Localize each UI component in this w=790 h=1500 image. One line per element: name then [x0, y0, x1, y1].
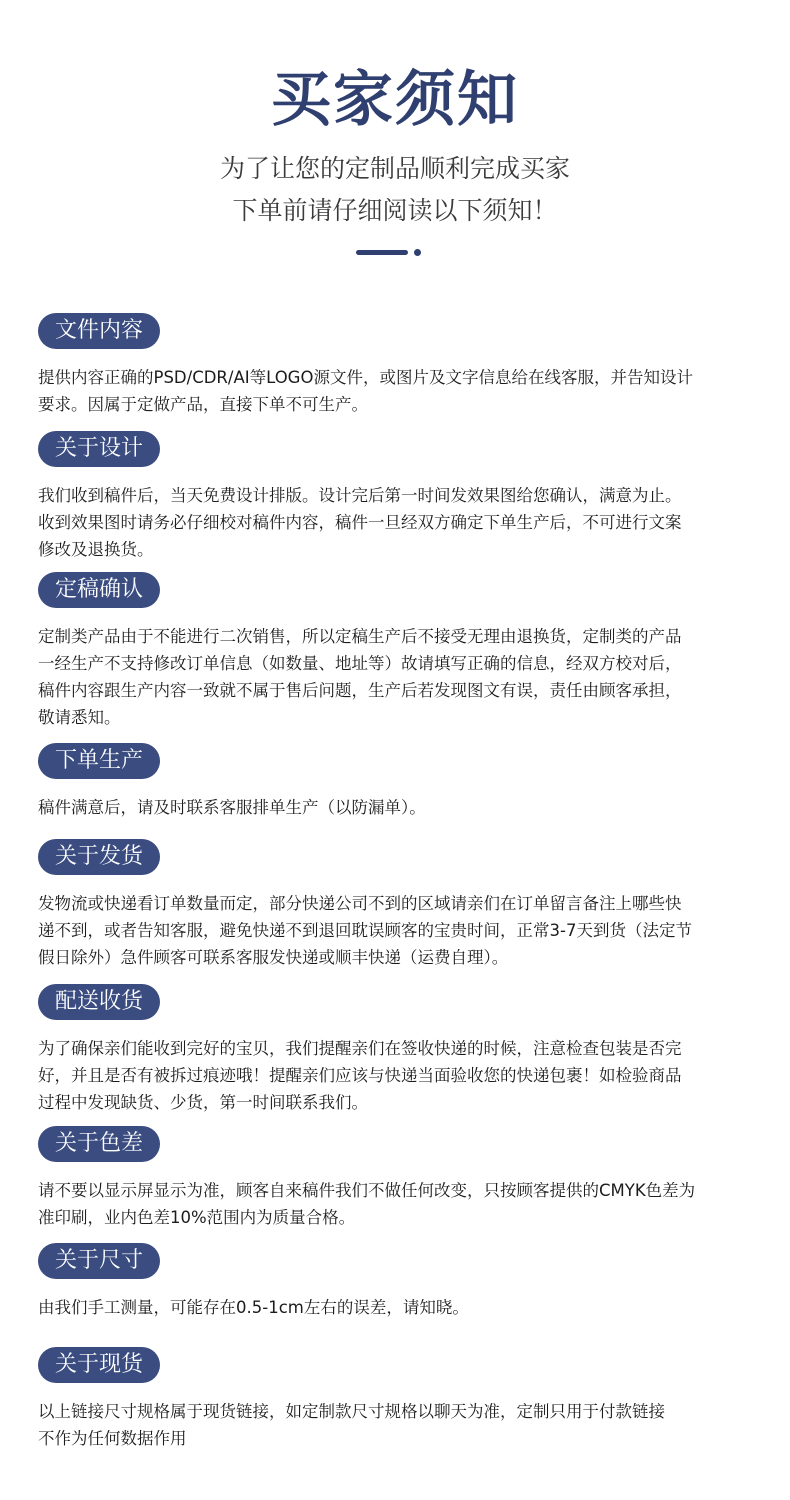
title-divider-bar [356, 250, 408, 255]
section-text: 我们收到稿件后，当天免费设计排版。设计完后第一时间发效果图给您确认，满意为止。 收到效果图时请务必仔细校对稿件内容，稿件一旦经双方确定下单生产后，不可进行文案 修改及退换货。 [38, 486, 682, 559]
section-delivery-receipt [38, 984, 753, 1116]
section-color-difference [38, 1126, 753, 1231]
section-text: 提供内容正确的PSD/CDR/AI等LOGO源文件，或图片及文字信息给在线客服，并告知设计 要求。因属于定做产品，直接下单不可生产。 [38, 368, 693, 414]
section-in-stock [38, 1347, 753, 1452]
section-text: 发物流或快递看订单数量而定，部分快递公司不到的区域请亲们在订单留言备注上哪些快 递不到，或者告知客服，避免快递不到退回耽误顾客的宝贵时间，正常3-7天到货（法定节 假日除外）急件顾客可联系客服发快递或顺丰快递（运费自理）。 [38, 894, 692, 967]
section-size [38, 1243, 753, 1321]
section-heading: 关于发货 [38, 839, 160, 875]
section-text: 为了确保亲们能收到完好的宝贝，我们提醒亲们在签收快递的时候，注意检查包装是否完 好，并且是否有被拆过痕迹哦！提醒亲们应该与快递当面验收您的快递包裹！如检验商品 过程中发现缺货、少货，第一时间联系我们。 [38, 1039, 682, 1112]
subtitle-line-2: 下单前请仔细阅读以下须知！ [232, 196, 558, 225]
section-heading: 关于尺寸 [38, 1243, 160, 1279]
section-shipping [38, 839, 753, 971]
title-divider-dot [414, 249, 421, 256]
section-text: 定制类产品由于不能进行二次销售，所以定稿生产后不接受无理由退换货，定制类的产品 一经生产不支持修改订单信息（如数量、地址等）故请填写正确的信息，经双方校对后， 稿件内容跟生产内容一致就不属于售后问题，生产后若发现图文有误，责任由顾客承担， 敬请悉知。 [38, 627, 682, 727]
section-text: 由我们手工测量，可能存在0.5-1cm左右的误差，请知晓。 [38, 1298, 469, 1317]
section-heading: 配送收货 [38, 984, 160, 1020]
section-heading: 关于设计 [38, 431, 160, 467]
section-design [38, 431, 753, 563]
section-heading: 文件内容 [38, 313, 160, 349]
section-heading: 关于色差 [38, 1126, 160, 1162]
section-file-content [38, 313, 753, 418]
section-order-production [38, 743, 753, 821]
section-draft-confirm [38, 572, 753, 731]
subtitle-line-1: 为了让您的定制品顺利完成买家 [219, 154, 570, 183]
section-heading: 定稿确认 [38, 572, 160, 608]
section-heading: 关于现货 [38, 1347, 160, 1383]
section-text: 稿件满意后，请及时联系客服排单生产（以防漏单）。 [38, 798, 426, 817]
section-text: 请不要以显示屏显示为准，顾客自来稿件我们不做任何改变，只按顾客提供的CMYK色差为 准印刷，业内色差10%范围内为质量合格。 [38, 1181, 696, 1227]
section-heading: 下单生产 [38, 743, 160, 779]
page-title: 买家须知 [271, 65, 519, 135]
section-text: 以上链接尺寸规格属于现货链接，如定制款尺寸规格以聊天为准，定制只用于付款链接 不作为任何数据作用 [38, 1402, 665, 1448]
